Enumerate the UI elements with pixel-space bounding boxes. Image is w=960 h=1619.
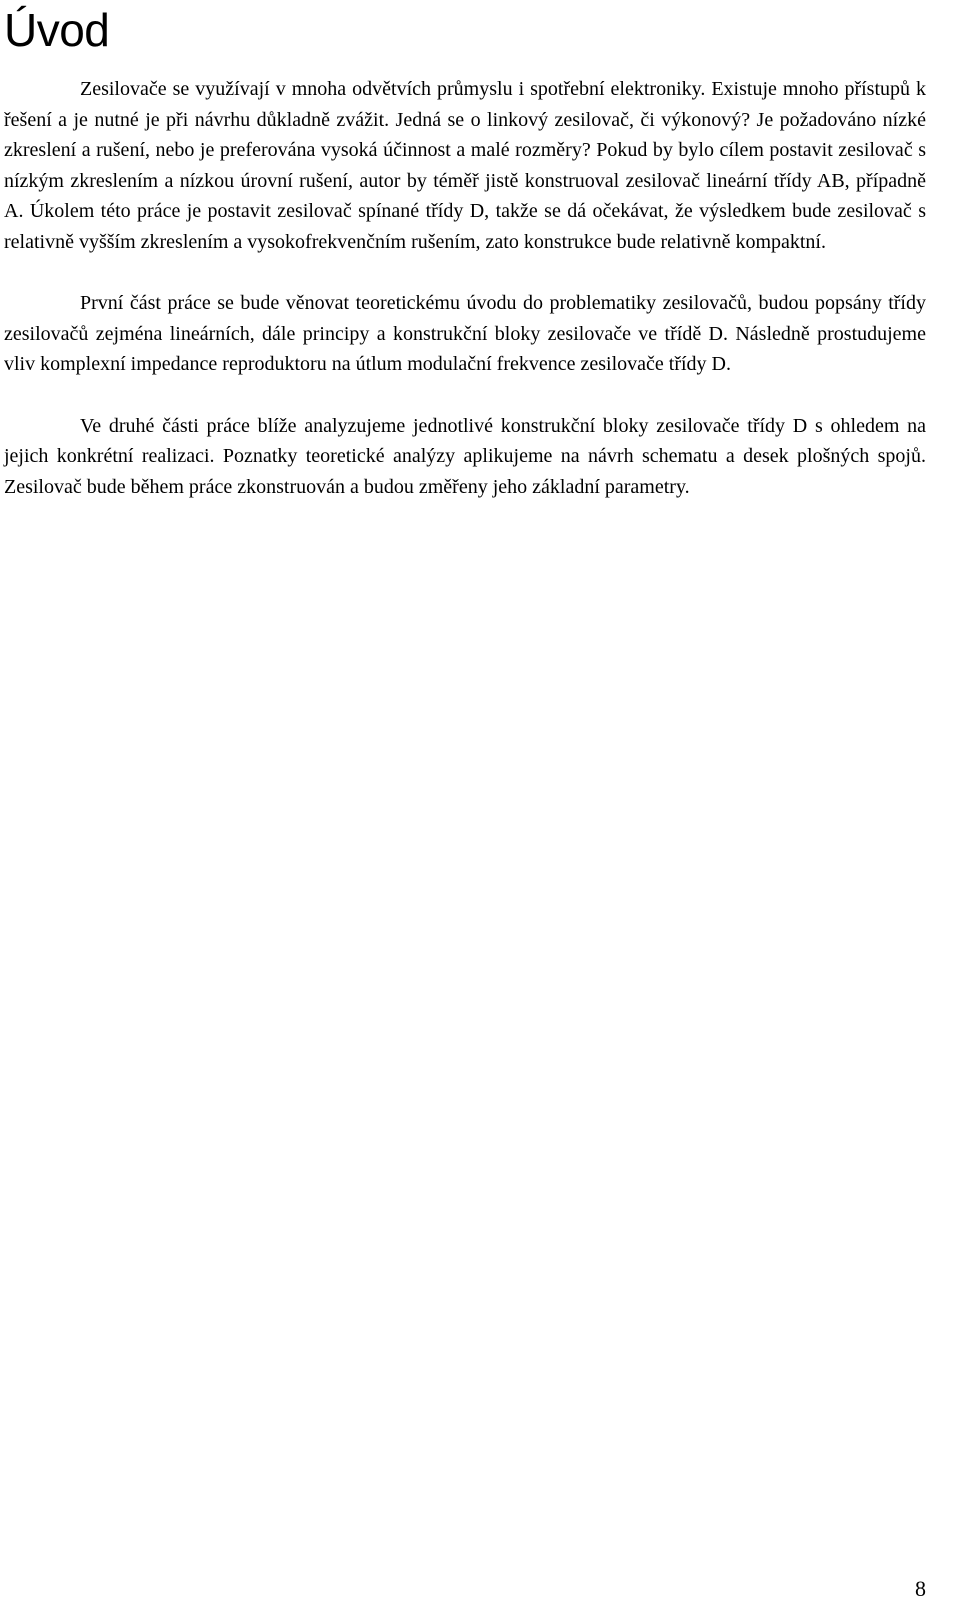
body-text: [4, 74, 926, 533]
page-title: Úvod: [4, 4, 110, 56]
paragraph-2: První část práce se bude věnovat teoretickému úvodu do problematiky zesilovačů, budou popsány třídy zesilovačů zejména lineárních, dále principy a konstrukční bloky zesilovače ve třídě D. Následně prostudujeme vliv komplexní impedance reproduktoru na útlum modulační frekvence zesilovače třídy D.: [4, 292, 926, 375]
paragraph-3: Ve druhé části práce blíže analyzujeme jednotlivé konstrukční bloky zesilovače třídy D s ohledem na jejich konkrétní realizaci. Poznatky teoretické analýzy aplikujeme na návrh schematu a desek plošných spojů. Zesilovač bude během práce zkonstruován a budou změřeny jeho základní parametry.: [4, 414, 926, 498]
paragraph-1: Zesilovače se využívají v mnoha odvětvích průmyslu i spotřební elektroniky. Existuje mnoho přístupů k řešení a je nutné je při návrhu důkladně zvážit. Jedná se o linkový zesilovač, či výkonový? Je požadováno nízké zkreslení a rušení, nebo je preferována vysoká účinnost a malé rozměry? Pokud by bylo cílem postavit zesilovač s nízkým zkreslením a nízkou úrovní rušení, autor by téměř jistě konstruoval zesilovač lineární třídy AB, případně A. Úkolem této práce je postavit zesilovač spínané třídy D, takže se dá očekávat, že výsledkem bude zesilovač s relativně vyšším zkreslením a vysokofrekvenčním rušením, zato konstrukce bude relativně kompaktní.: [4, 78, 926, 253]
page-number: 8: [915, 1576, 926, 1601]
